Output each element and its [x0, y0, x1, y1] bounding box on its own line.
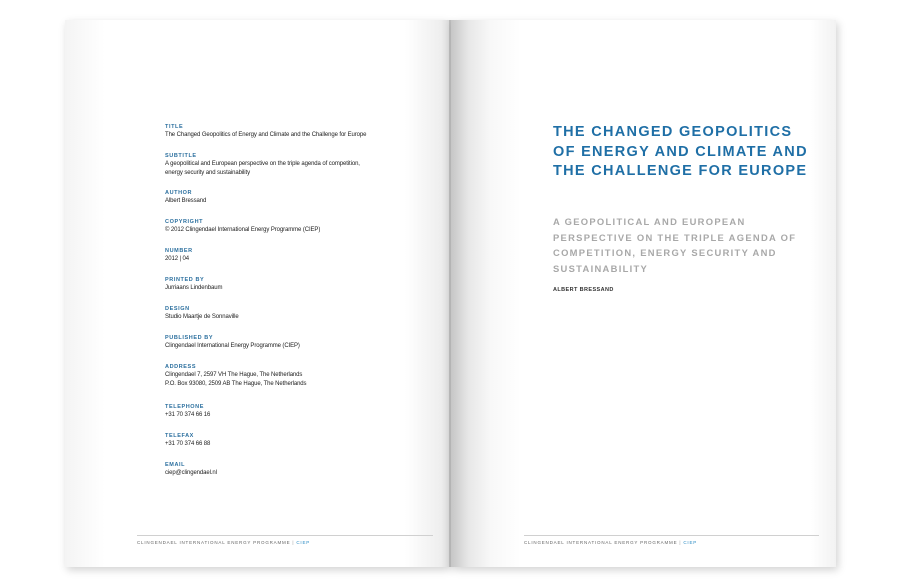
field-value: +31 70 374 66 16	[165, 412, 211, 418]
footer-abbr: CIEP	[296, 540, 311, 545]
field-label: NUMBER	[165, 248, 193, 254]
footer-separator: |	[679, 540, 682, 545]
field-value: 2012 | 04	[165, 256, 190, 262]
field-printed-by	[165, 276, 222, 293]
field-subtitle	[165, 152, 360, 177]
left-page	[65, 20, 449, 567]
field-number	[165, 247, 193, 264]
field-author	[165, 189, 206, 206]
field-design	[165, 305, 239, 322]
field-label: TITLE	[165, 124, 184, 130]
publication-title: THE CHANGED GEOPOLITICS OF ENERGY AND CLIMATE AND THE CHALLENGE FOR EUROPE	[553, 124, 808, 179]
field-value: Studio Maartje de Sonnaville	[165, 314, 239, 320]
field-value: The Changed Geopolitics of Energy and Climate and the Challenge for Europe	[165, 132, 367, 138]
footer-org: CLINGENDAEL INTERNATIONAL ENERGY PROGRAMME	[524, 540, 678, 545]
footer-org: CLINGENDAEL INTERNATIONAL ENERGY PROGRAMME	[137, 540, 291, 545]
field-value: A geopolitical and European perspective on the triple agenda of competition,	[165, 161, 360, 167]
field-value: energy security and sustainability	[165, 169, 250, 176]
field-email	[165, 461, 217, 478]
field-copyright	[165, 218, 320, 235]
field-value: +31 70 374 66 88	[165, 441, 211, 447]
field-label: TELEFAX	[165, 433, 194, 439]
field-label: ADDRESS	[165, 364, 197, 370]
footer-separator: |	[292, 540, 295, 545]
field-label: PUBLISHED BY	[165, 335, 214, 341]
field-label: AUTHOR	[165, 190, 193, 196]
field-value: Jurriaans Lindenbaum	[165, 285, 223, 291]
publication-subtitle: A GEOPOLITICAL AND EUROPEAN PERSPECTIVE ON THE TRIPLE AGENDA OF COMPETITION, ENERGY SECURITY AND SUSTAINABILITY	[553, 216, 797, 274]
field-label: EMAIL	[165, 462, 186, 468]
page-footer	[137, 535, 433, 550]
author-name: ALBERT BRESSAND	[553, 287, 614, 293]
field-telefax	[165, 432, 210, 449]
footer-abbr: CIEP	[683, 540, 698, 545]
field-value: P.O. Box 93080, 2509 AB The Hague, The Netherlands	[165, 380, 307, 387]
field-published-by	[165, 334, 300, 351]
field-value: ciep@clingendael.nl	[165, 470, 217, 476]
field-value: Clingendael International Energy Programme (CIEP)	[165, 343, 300, 349]
field-address	[165, 363, 306, 388]
field-value: Albert Bressand	[165, 198, 207, 204]
field-label: TELEPHONE	[165, 404, 205, 410]
field-title	[165, 123, 366, 140]
field-telephone	[165, 403, 210, 420]
field-label: DESIGN	[165, 306, 190, 312]
field-label: SUBTITLE	[165, 153, 197, 159]
field-label: PRINTED BY	[165, 277, 205, 283]
page-footer	[524, 535, 819, 550]
field-label: COPYRIGHT	[165, 219, 204, 225]
field-value: © 2012 Clingendael International Energy Programme (CIEP)	[165, 227, 321, 233]
field-value: Clingendael 7, 2597 VH The Hague, The Netherlands	[165, 372, 303, 378]
right-page	[451, 20, 836, 567]
